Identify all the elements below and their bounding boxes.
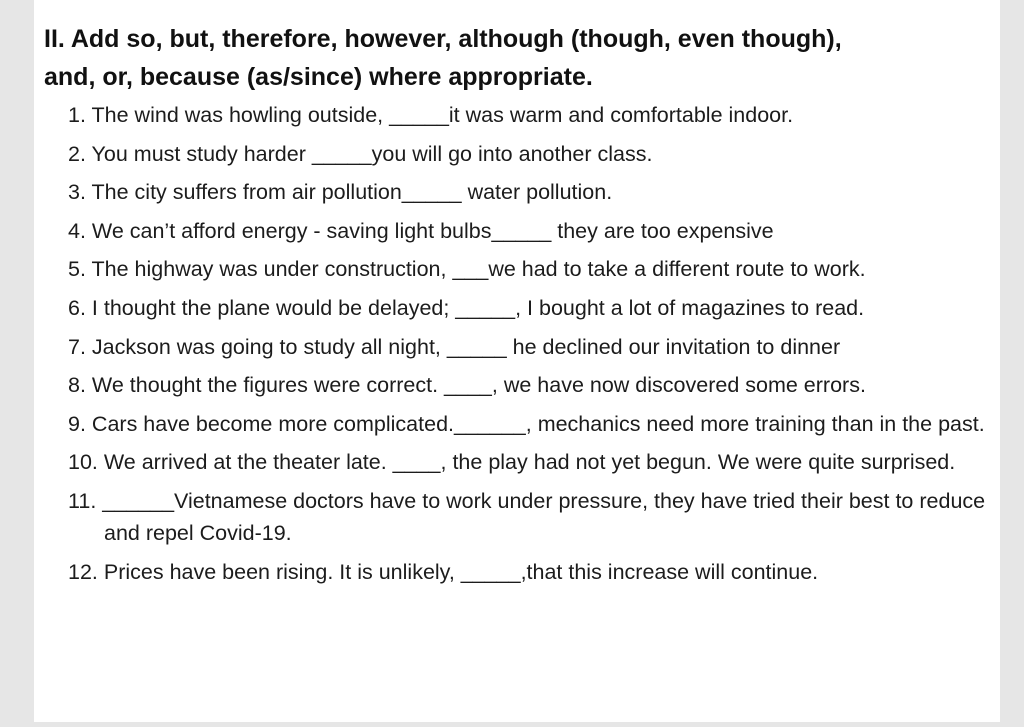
- question-item: [68, 556, 998, 588]
- question-item: [68, 99, 998, 131]
- worksheet-page: [34, 0, 1000, 722]
- question-text: Jackson was going to study all night, _____ he declined our invitation to dinner: [91, 334, 841, 359]
- question-number: 9.: [68, 411, 86, 436]
- question-number: 7.: [68, 334, 86, 359]
- question-number: 8.: [68, 373, 86, 398]
- question-number: 12.: [68, 559, 98, 584]
- heading-line-2: and, or, because (as/since) where appropriate.: [44, 63, 593, 91]
- question-number: 5.: [68, 257, 86, 282]
- question-text: Cars have become more complicated.______, mechanics need more training than in the past.: [91, 411, 985, 436]
- question-list: [68, 99, 998, 594]
- question-text: I thought the plane would be delayed; _____, I bought a lot of magazines to read.: [91, 295, 865, 320]
- question-item: [68, 485, 998, 549]
- question-item: [68, 253, 998, 285]
- question-item: [68, 215, 998, 247]
- question-item: [68, 138, 998, 170]
- question-text: The highway was under construction, ___we had to take a different route to work.: [91, 257, 866, 282]
- question-item: [68, 369, 998, 401]
- question-item: [68, 446, 998, 478]
- question-number: 3.: [68, 180, 86, 205]
- question-item: [68, 292, 998, 324]
- question-text: ______Vietnamese doctors have to work under pressure, they have tried their best to reduce and repel Covid-19.: [102, 488, 986, 545]
- question-number: 4.: [68, 218, 86, 243]
- question-text: You must study harder _____you will go into another class.: [91, 141, 653, 166]
- question-number: 2.: [68, 141, 86, 166]
- question-number: 11.: [68, 488, 97, 513]
- question-text: The city suffers from air pollution_____ water pollution.: [91, 180, 613, 205]
- question-item: [68, 408, 998, 440]
- question-number: 1.: [68, 103, 86, 127]
- question-item: [68, 176, 998, 208]
- exercise-heading: [44, 20, 984, 96]
- question-number: 6.: [68, 295, 86, 320]
- question-text: The wind was howling outside, _____it was warm and comfortable indoor.: [91, 103, 794, 127]
- question-text: We thought the figures were correct. ____, we have now discovered some errors.: [91, 373, 866, 398]
- question-item: [68, 331, 998, 363]
- question-text: We can’t afford energy - saving light bulbs_____ they are too expensive: [91, 218, 774, 243]
- question-text: Prices have been rising. It is unlikely, _____,that this increase will continue.: [103, 559, 819, 584]
- question-text: We arrived at the theater late. ____, the play had not yet begun. We were quite surprised.: [103, 450, 956, 475]
- heading-line-1: II. Add so, but, therefore, however, although (though, even though),: [44, 25, 842, 53]
- question-number: 10.: [68, 450, 98, 475]
